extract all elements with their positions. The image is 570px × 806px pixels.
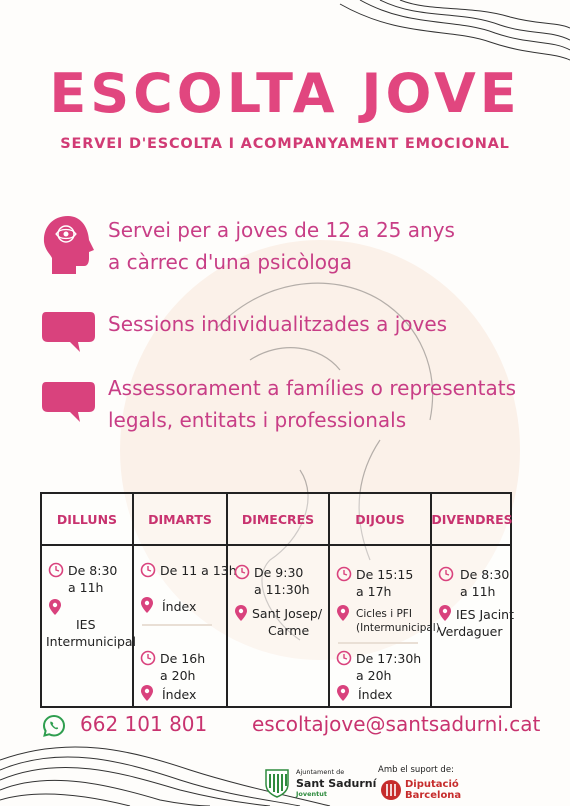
divider <box>142 624 212 626</box>
schedule-table <box>40 492 515 708</box>
head-eye-icon <box>40 214 98 276</box>
ajuntament-sub: Joventut <box>296 790 327 798</box>
slot-time: De 8:30 <box>68 563 118 578</box>
clock-icon <box>336 650 352 666</box>
clock-icon <box>336 566 352 582</box>
slot-place: Sant Josep/ <box>252 606 323 621</box>
slot-time: a 11:30h <box>254 582 310 597</box>
location-pin-icon <box>336 604 350 622</box>
diputacio-emblem-icon <box>380 779 402 801</box>
diputacio-name <box>405 779 461 801</box>
slot-time: De 11 a 13h <box>160 563 237 578</box>
phone-number[interactable]: 662 101 801 <box>80 712 208 736</box>
clock-icon <box>140 650 156 666</box>
location-pin-icon <box>234 604 248 622</box>
schedule-slot <box>46 562 137 649</box>
slot-time: a 20h <box>356 668 392 683</box>
location-pin-icon <box>336 684 350 702</box>
clock-icon <box>140 562 156 578</box>
slot-time: a 17h <box>356 584 392 599</box>
day-header: DIJOUS <box>330 494 430 546</box>
ajuntament-name: Sant Sadurní <box>296 777 377 790</box>
clock-icon <box>234 564 250 580</box>
slot-place: Intermunicipal <box>46 634 137 649</box>
location-pin-icon <box>48 598 62 616</box>
page-subtitle: SERVEI D'ESCOLTA I ACOMPANYAMENT EMOCIONAL <box>60 136 510 152</box>
clock-icon <box>48 562 64 578</box>
feature-text: Sessions individualitzades a joves <box>108 312 448 336</box>
slot-place: Índex <box>162 687 197 702</box>
slot-time: a 11h <box>68 580 104 595</box>
schedule-slot <box>140 650 226 706</box>
diputacio-line: Barcelona <box>405 790 462 801</box>
ajuntament-label: Ajuntament de <box>296 768 345 776</box>
slot-place: Índex <box>358 687 393 702</box>
location-pin-icon <box>140 684 154 702</box>
column-dilluns <box>42 494 137 706</box>
slot-time: De 16h <box>160 651 206 666</box>
slot-time: a 11h <box>460 584 496 599</box>
speech-bubble-icon <box>40 310 96 354</box>
schedule-slot <box>438 566 514 646</box>
day-header: DILLUNS <box>42 494 132 546</box>
slot-time: De 9:30 <box>254 565 304 580</box>
diputacio-line: Diputació <box>405 779 459 790</box>
schedule-slot <box>140 562 237 622</box>
speech-bubble-icon <box>40 380 96 424</box>
divider <box>338 642 418 644</box>
slot-time: De 15:15 <box>356 567 414 582</box>
slot-place: IES Jacint <box>456 607 515 622</box>
email-address[interactable]: escoltajove@santsadurni.cat <box>252 712 541 736</box>
sant-sadurni-shield-icon <box>264 768 290 798</box>
slot-place: Cicles i PFI <box>356 608 412 620</box>
location-pin-icon <box>140 596 154 614</box>
slot-time: De 17:30h <box>356 651 422 666</box>
column-dijous <box>328 494 440 706</box>
day-header: DIVENDRES <box>432 494 512 546</box>
page-title: ESCOLTA JOVE <box>49 62 521 125</box>
feature-text: Assessorament a famílies o representats legals, entitats i professionals <box>108 376 516 432</box>
feature-age-range <box>40 214 520 284</box>
slot-place: Carme <box>268 623 310 638</box>
whatsapp-icon <box>42 714 66 738</box>
feature-text <box>108 214 516 278</box>
feature-sessions <box>40 308 520 348</box>
feature-line: a càrrec d'una psicòloga <box>108 250 352 274</box>
day-header: DIMARTS <box>134 494 226 546</box>
slot-place: Verdaguer <box>438 624 503 639</box>
schedule-slot <box>336 650 432 706</box>
slot-time: a 20h <box>160 668 196 683</box>
day-header: DIMECRES <box>228 494 328 546</box>
slot-place: IES <box>76 617 96 632</box>
slot-place: Índex <box>162 599 197 614</box>
feature-advice <box>40 372 520 472</box>
column-dimecres <box>226 494 328 706</box>
slot-time: De 8:30 <box>460 567 510 582</box>
column-divendres <box>430 494 515 706</box>
support-label: Amb el suport de: <box>378 765 454 775</box>
feature-line: Servei per a joves de 12 a 25 anys <box>108 218 455 242</box>
location-pin-icon <box>438 604 452 622</box>
column-dimarts <box>132 494 237 706</box>
clock-icon <box>438 566 454 582</box>
slot-place: (Intermunicipal) <box>356 622 440 634</box>
schedule-slot <box>336 566 440 636</box>
schedule-slot <box>234 564 328 644</box>
